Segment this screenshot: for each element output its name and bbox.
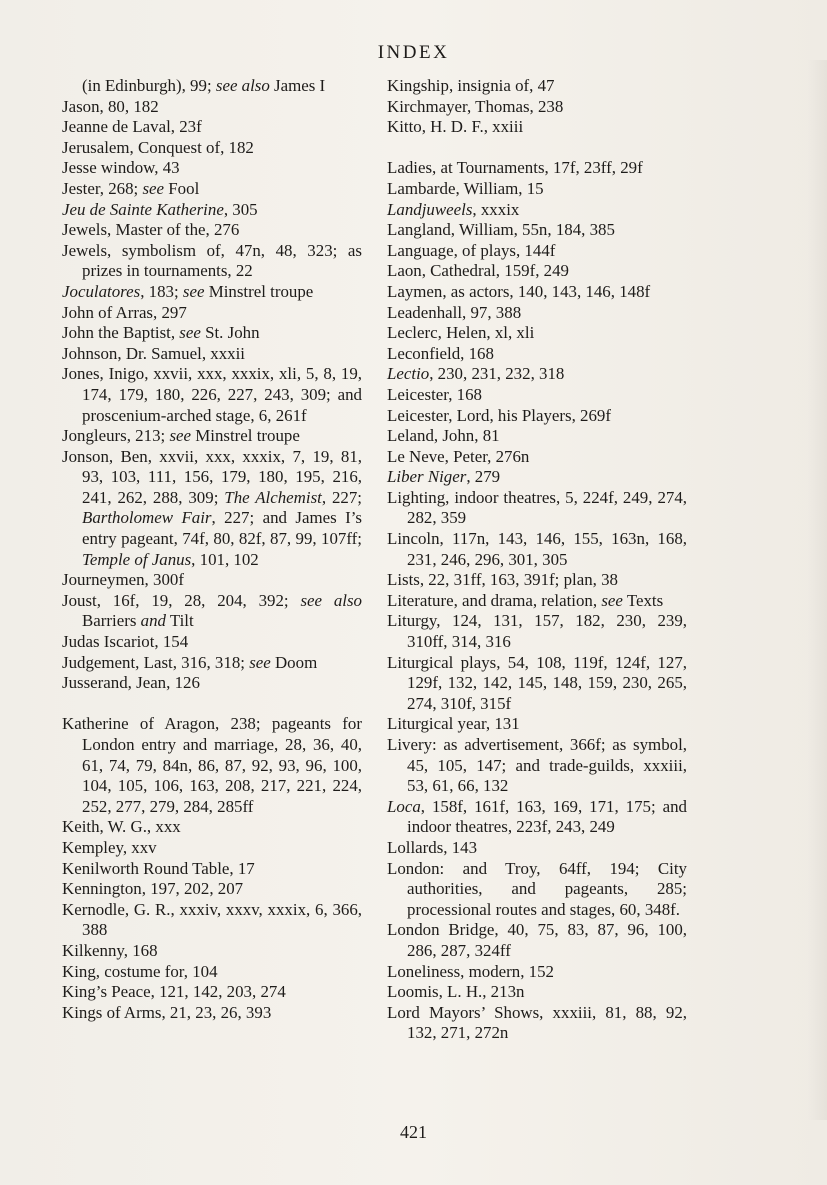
index-column-left xyxy=(62,76,362,1023)
index-entry: Laymen, as actors, 140, 143, 146, 148f xyxy=(387,281,651,301)
index-entry: Le Neve, Peter, 276n xyxy=(387,446,530,466)
index-entry: John the Baptist, see St. John xyxy=(62,323,260,343)
index-entry: Loneliness, modern, 152 xyxy=(387,961,555,981)
index-entry: Judas Iscariot, 154 xyxy=(62,632,189,652)
index-entry: Kilkenny, 168 xyxy=(62,940,158,960)
index-entry: Leicester, Lord, his Players, 269f xyxy=(387,405,611,425)
index-entry: Landjuweels, xxxix xyxy=(387,199,520,219)
index-entry: Jester, 268; see Fool xyxy=(62,178,200,198)
index-entry: Language, of plays, 144f xyxy=(387,240,556,260)
index-entry: Liturgy, 124, 131, 157, 182, 230, 239, 310ff, 314, 316 xyxy=(387,611,687,652)
index-entry: Loca, 158f, 161f, 163, 169, 171, 175; and indoor theatres, 223f, 243, 249 xyxy=(387,796,687,837)
index-entry: Kempley, xxv xyxy=(62,837,157,857)
entry-spacer xyxy=(387,138,687,159)
index-entry: Liber Niger, 279 xyxy=(387,467,501,487)
facing-page-shadow xyxy=(807,60,827,1120)
index-entry: Kernodle, G. R., xxxiv, xxxv, xxxix, 6, 366, 388 xyxy=(62,899,362,940)
index-entry: Liturgical plays, 54, 108, 119f, 124f, 127, 129f, 132, 142, 145, 148, 159, 230, 265, 274, 310f, 315f xyxy=(387,652,687,713)
index-entry: Leconfield, 168 xyxy=(387,343,494,363)
index-entry: Langland, William, 55n, 184, 385 xyxy=(387,220,615,240)
index-entry: Kingship, insignia of, 47 xyxy=(387,76,555,95)
index-entry: Leclerc, Helen, xl, xli xyxy=(387,323,535,343)
index-entry: Jewels, Master of the, 276 xyxy=(62,220,240,240)
index-entry: Laon, Cathedral, 159f, 249 xyxy=(387,261,569,281)
index-entry: John of Arras, 297 xyxy=(62,302,187,322)
index-entry: Jonson, Ben, xxvii, xxx, xxxix, 7, 19, 81, 93, 103, 111, 156, 179, 180, 195, 216, 241, 262, 288, 309; The Alchemist, 227; Bartholomew Fair, 227; and James I’s entry pageant, 74f, 80, 82f, 87, 99, 107ff; Temple of Janus, 101, 102 xyxy=(62,446,362,569)
index-entry: Jones, Inigo, xxvii, xxx, xxxix, xli, 5, 8, 19, 174, 179, 180, 226, 227, 243, 309; and proscenium-arched stage, 6, 261f xyxy=(62,364,362,425)
index-entry: Jesse window, 43 xyxy=(62,158,180,178)
entry-spacer xyxy=(62,694,362,715)
index-entry: Kirchmayer, Thomas, 238 xyxy=(387,96,564,116)
index-entry: Ladies, at Tournaments, 17f, 23ff, 29f xyxy=(387,158,643,178)
index-entry: London Bridge, 40, 75, 83, 87, 96, 100, 286, 287, 324ff xyxy=(387,920,687,960)
index-entry: Lincoln, 117n, 143, 146, 155, 163n, 168, 231, 246, 296, 301, 305 xyxy=(387,529,687,569)
index-entry: Katherine of Aragon, 238; pageants for London entry and marriage, 28, 36, 40, 61, 74, 79, 84n, 86, 87, 92, 93, 96, 100, 104, 105, 106, 163, 208, 217, 221, 224, 252, 277, 279, 284, 285ff xyxy=(62,714,362,816)
index-entry: Lambarde, William, 15 xyxy=(387,178,544,198)
page-title: INDEX xyxy=(377,42,450,63)
index-entry: Journeymen, 300f xyxy=(62,570,184,590)
index-entry: Judgement, Last, 316, 318; see Doom xyxy=(62,652,318,672)
index-entry: Keith, W. G., xxx xyxy=(62,817,181,837)
page-number: 421 xyxy=(400,1122,427,1142)
index-entry: Johnson, Dr. Samuel, xxxii xyxy=(62,343,245,363)
index-entry: Kennington, 197, 202, 207 xyxy=(62,879,244,899)
index-entry: Lollards, 143 xyxy=(387,837,478,857)
index-entry: Jeu de Sainte Katherine, 305 xyxy=(62,199,258,219)
index-entry: Lists, 22, 31ff, 163, 391f; plan, 38 xyxy=(387,570,618,590)
index-entry: Loomis, L. H., 213n xyxy=(387,982,525,1002)
index-entry: London: and Troy, 64ff, 194; City authorities, and pageants, 285; processional routes and stages, 60, 348f. xyxy=(387,858,687,919)
index-entry: Kenilworth Round Table, 17 xyxy=(62,858,255,878)
index-entry: (in Edinburgh), 99; see also James I xyxy=(82,76,326,95)
index-entry: King’s Peace, 121, 142, 203, 274 xyxy=(62,982,286,1002)
index-entry: Joculatores, 183; see Minstrel troupe xyxy=(62,281,314,301)
index-entry: Jewels, symbolism of, 47n, 48, 323; as prizes in tournaments, 22 xyxy=(62,240,362,281)
index-entry: King, costume for, 104 xyxy=(62,961,218,981)
index-entry: Livery: as advertisement, 366f; as symbol, 45, 105, 147; and trade-guilds, xxxiii, 53, 61, 66, 132 xyxy=(387,735,687,796)
index-entry: Kitto, H. D. F., xxiii xyxy=(387,117,524,137)
index-entry: Kings of Arms, 21, 23, 26, 393 xyxy=(62,1002,272,1022)
index-entry: Lighting, indoor theatres, 5, 224f, 249, 274, 282, 359 xyxy=(387,487,687,528)
index-entry: Leicester, 168 xyxy=(387,384,482,404)
index-entry: Literature, and drama, relation, see Texts xyxy=(387,590,664,610)
index-entry: Jerusalem, Conquest of, 182 xyxy=(62,137,254,157)
index-entry: Jason, 80, 182 xyxy=(62,96,159,116)
index-entry: Lord Mayors’ Shows, xxxiii, 81, 88, 92, 132, 271, 272n xyxy=(387,1002,687,1043)
index-entry: Jongleurs, 213; see Minstrel troupe xyxy=(62,426,300,446)
index-entry: Jusserand, Jean, 126 xyxy=(62,673,200,693)
index-entry: Jeanne de Laval, 23f xyxy=(62,117,202,137)
index-entry: Leadenhall, 97, 388 xyxy=(387,302,522,322)
index-entry: Leland, John, 81 xyxy=(387,426,500,446)
index-entry: Liturgical year, 131 xyxy=(387,714,520,734)
index-entry: Lectio, 230, 231, 232, 318 xyxy=(387,364,565,384)
index-column-right xyxy=(387,76,687,1044)
index-entry: Joust, 16f, 19, 28, 204, 392; see also Barriers and Tilt xyxy=(62,590,362,631)
